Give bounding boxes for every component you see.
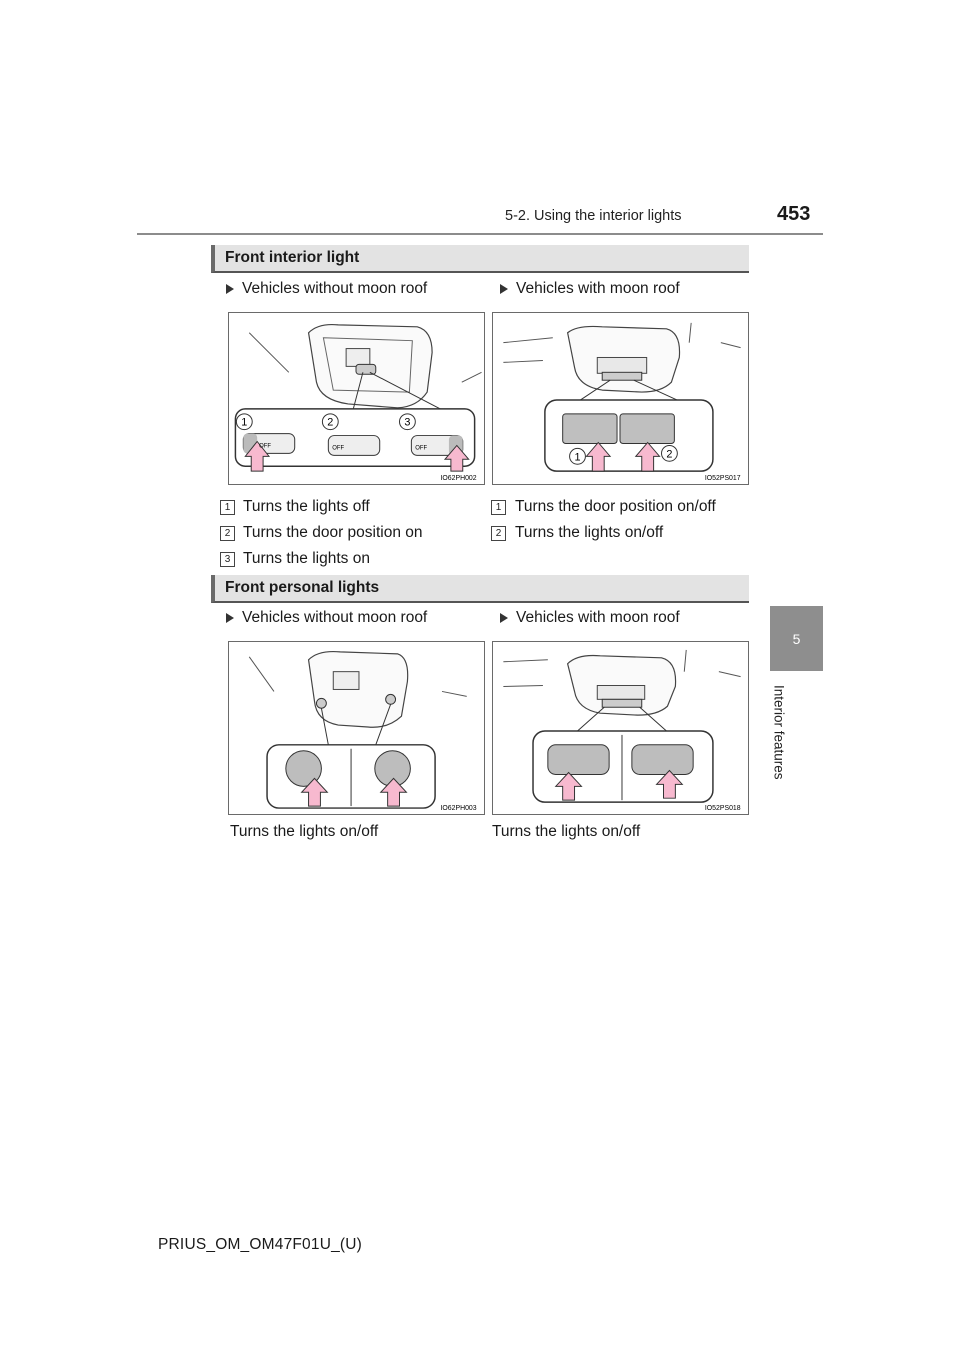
triangle-bullet-icon — [226, 613, 234, 623]
section-heading-front-personal-lights: Front personal lights — [211, 575, 749, 603]
figure-interior-light-no-moonroof — [228, 312, 485, 485]
number-badge: 1 — [220, 500, 235, 515]
triangle-bullet-icon — [226, 284, 234, 294]
subheading-text: Vehicles without moon roof — [242, 280, 428, 297]
caption-left: Turns the lights on/off — [230, 823, 379, 840]
personal-lights-illustration — [493, 642, 748, 814]
figure-personal-lights-no-moonroof — [228, 641, 485, 815]
figure-code: IO52PS018 — [704, 805, 741, 813]
figure-code: IO62PH003 — [440, 805, 477, 813]
section-heading-front-interior-light: Front interior light — [211, 245, 749, 273]
number-badge: 3 — [220, 552, 235, 567]
subheading-left — [226, 609, 427, 627]
callout-2: 2 — [327, 416, 334, 429]
personal-lights-illustration — [229, 642, 484, 814]
subheading-right — [500, 280, 680, 298]
caption-right: Turns the lights on/off — [492, 823, 641, 840]
list-item — [491, 494, 753, 520]
subheading-text: Vehicles without moon roof — [242, 609, 428, 626]
callout-3: 3 — [404, 416, 411, 429]
item-text: Turns the lights on/off — [515, 524, 664, 541]
subheading-right — [500, 609, 680, 627]
footer-document-code: PRIUS_OM_OM47F01U_(U) — [158, 1236, 363, 1253]
callout-1: 1 — [574, 451, 581, 464]
subheading-left — [226, 280, 427, 298]
subheading-text: Vehicles with moon roof — [516, 609, 680, 626]
list-item — [491, 520, 753, 546]
item-text: Turns the door position on — [243, 524, 423, 541]
number-badge: 1 — [491, 500, 506, 515]
chapter-label: Interior features — [771, 685, 787, 780]
interior-light-illustration — [229, 313, 484, 484]
figure-interior-light-moonroof — [492, 312, 749, 485]
callout-1: 1 — [241, 416, 248, 429]
item-text: Turns the door position on/off — [515, 498, 716, 515]
chapter-tab: 5 — [770, 606, 823, 671]
interior-light-illustration — [493, 313, 748, 484]
section-title: 5-2. Using the interior lights — [505, 208, 682, 224]
callout-2: 2 — [666, 448, 673, 461]
figure-code: IO52PS017 — [704, 475, 741, 483]
number-badge: 2 — [491, 526, 506, 541]
subheading-text: Vehicles with moon roof — [516, 280, 680, 297]
page-number: 453 — [777, 203, 811, 225]
item-list-right — [491, 494, 753, 546]
item-text: Turns the lights on — [243, 550, 370, 567]
triangle-bullet-icon — [500, 613, 508, 623]
figure-code: IO62PH002 — [440, 475, 477, 483]
figure-personal-lights-moonroof — [492, 641, 749, 815]
item-list-left — [220, 494, 482, 572]
number-badge: 2 — [220, 526, 235, 541]
list-item — [220, 546, 482, 572]
triangle-bullet-icon — [500, 284, 508, 294]
switch-off-label: OFF — [259, 443, 271, 450]
header-rule — [137, 233, 823, 235]
list-item — [220, 520, 482, 546]
item-text: Turns the lights off — [243, 498, 370, 515]
list-item — [220, 494, 482, 520]
switch-off-label: OFF — [415, 445, 428, 452]
switch-off-label: OFF — [332, 445, 345, 452]
